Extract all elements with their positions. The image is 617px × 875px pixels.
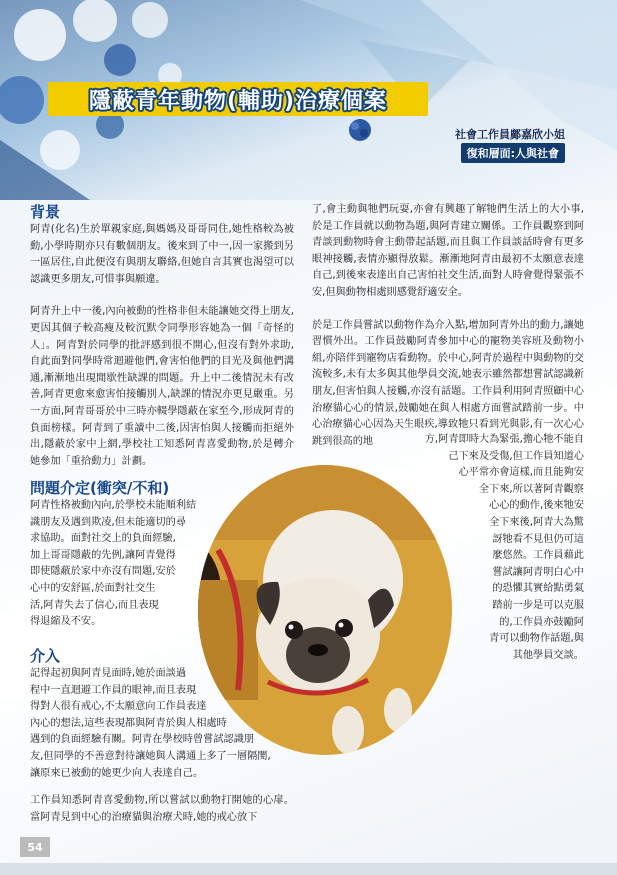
heading-problem-sub: (衝突/不和) bbox=[90, 479, 170, 497]
page-title: 隱蔽青年動物(輔助)治療個案 bbox=[88, 88, 388, 114]
footer-bar bbox=[0, 863, 617, 875]
title-banner bbox=[48, 82, 428, 116]
pug-dog-photo bbox=[198, 460, 453, 755]
wrap-line: 全下來,所以著阿青觀察 bbox=[478, 483, 584, 495]
flower-icon bbox=[345, 117, 375, 143]
wrap-line: 踏前一步是可以克服 bbox=[492, 599, 584, 611]
problem-line: 加上哥哥隱蔽的先例,讓阿青覺得 bbox=[30, 549, 176, 561]
right-paragraph-2: 於是工作員嘗試以動物作為介入點,增加阿青外出的動力,讓她習慣外出。工作員鼓勵阿青參加中心的寵物美容班及動物小組,亦陪伴到寵物店看動物。於中心,阿青於過程中與動物的交流較多,未有太多與其他學員交流,她表示雖然都想嘗試認識新朋友,但害怕與人接觸,亦沒有話題。工作員利用阿青照顧中心治療貓心心的情景,鼓勵她在與人相處方面嘗試踏前一步。中心治療貓心心因為天生眼疾,導致牠只看到光與影,有一次心心跳到很高的地 bbox=[312, 319, 584, 447]
problem-line: 識朋友及遇到欺凌,但未能適切的尋 bbox=[30, 516, 187, 528]
approach-line: 得對人很有戒心,不太願意向工作員表達 bbox=[30, 701, 207, 713]
problem-line: 求協助。面對社交上的負面經驗, bbox=[30, 533, 176, 545]
wrap-line: 全下來後,阿青大為驚 bbox=[489, 516, 584, 528]
approach-line: 記得起初與阿青見面時,她於面談過 bbox=[30, 668, 187, 679]
approach-line: 讓原來已被動的她更少向人表達自己。 bbox=[30, 767, 204, 779]
category-tag: 復和層面:人與社會 bbox=[461, 143, 565, 163]
wrap-line: 其他學員交談。 bbox=[512, 649, 584, 661]
wrap-line: 麼悠然。工作員藉此 bbox=[492, 550, 584, 562]
heading-background: 背景 bbox=[30, 203, 61, 221]
heading-approach: 介入 bbox=[30, 647, 61, 665]
approach-line: 內心的想法,這些表現都與阿青於與人相處時 bbox=[30, 717, 227, 729]
problem-line: 心中的安舒區,於面對社交生 bbox=[30, 582, 156, 594]
page-number: 54 bbox=[20, 837, 50, 857]
heading-problem-main: 問題介定 bbox=[30, 479, 91, 497]
section-background bbox=[30, 202, 294, 470]
approach-line: 程中一直迴避工作員的眼神,而且表現 bbox=[30, 684, 197, 696]
author-name: 社會工作員鄺嘉欣小姐 bbox=[455, 128, 565, 141]
problem-line: 即使隱蔽於家中亦沒有問題,安於 bbox=[30, 566, 176, 578]
wrap-line: 的,工作員亦鼓勵阿 bbox=[499, 616, 584, 628]
right-paragraph-1: 了,會主動與牠們玩耍,亦會有興趣了解牠們生活上的大小事,於是工作員就以動物為題,與阿青建立關係。工作員觀察到阿青談到動物時會主動帶起話題,而且與工作員談話時會有更多眼神接觸,表情亦顯得放鬆。漸漸地阿青由最初不太願意表達自己,到後來表達出自己害怕社交生活,面對人時會覺得緊張不安,但與動物相處則感覺舒適安全。 bbox=[312, 204, 584, 298]
problem-line: 活,阿青失去了信心,而且表現 bbox=[30, 599, 159, 611]
wrap-line: 己下來及受傷,但工作員知道心 bbox=[448, 450, 584, 462]
wrap-line: 心心的動作,後來牠安 bbox=[489, 500, 584, 512]
wrap-line: 方,阿青即時大為緊張,擔心牠不能自 bbox=[424, 434, 584, 445]
wrap-line: 的恐懼其實給點勇氣 bbox=[492, 583, 584, 595]
approach-line: 友,但同學的不善意對待讓她與人溝通上多了一層隔閡, bbox=[30, 750, 271, 762]
right-column bbox=[312, 202, 584, 450]
wrap-line: 嘗試讓阿青明白心中 bbox=[492, 566, 584, 578]
wrap-line: 訝牠看不見但仍可這 bbox=[492, 533, 584, 545]
approach-paragraph-end: 工作員知悉阿青喜愛動物,所以嘗試以動物打開她的心扉。當阿青見到中心的治療貓與治療犬時,她的戒心放下 bbox=[30, 795, 294, 823]
wrap-line: 心平常亦會這樣,而且能夠安 bbox=[458, 467, 584, 479]
wrap-line: 青可以動物作話題,與 bbox=[489, 633, 584, 645]
problem-line: 得退縮及不安。 bbox=[30, 616, 102, 628]
background-paragraph-2: 阿青升上中一後,內向被動的性格非但未能讓她交得上朋友,更因其個子較高瘦及較沉默令同學形容她為一個「奇怪的人」。阿青對於同學的批評感到很不開心,但沒有對外求助,自此面對同學時常迴避他們,會害怕他們的目光及與他們溝通,漸漸地出現閒歇性缺課的問題。升上中二後情況未有改善,阿青更愈來愈害怕接觸別人,缺課的情況亦更見嚴重。另一方面,阿青哥哥於中三時亦輟學隱蔽在家至今,形成阿青的負面榜樣。阿青到了重讀中二後,因害怕與人接觸而拒絕外出,隱蔽於家中上網,學校社工知悉阿青喜愛動物,於是轉介她參加「重拾動力」計劃。 bbox=[30, 306, 294, 467]
problem-line: 阿青性格被動內向,於學校未能順利結 bbox=[30, 500, 197, 511]
approach-line: 遇到的負面經驗有關。阿青在學校時曾嘗試認識朋 bbox=[30, 734, 255, 746]
background-paragraph-1: 阿青(化名)生於單親家庭,與媽媽及哥哥同住,她性格較為被動,小學時期亦只有數個朋友。後來到了中一,因一家搬到另一區居住,自此便沒有與朋友聯絡,但她自言其實也渴望可以認識更多朋友,可惜事與願違。 bbox=[30, 224, 294, 285]
